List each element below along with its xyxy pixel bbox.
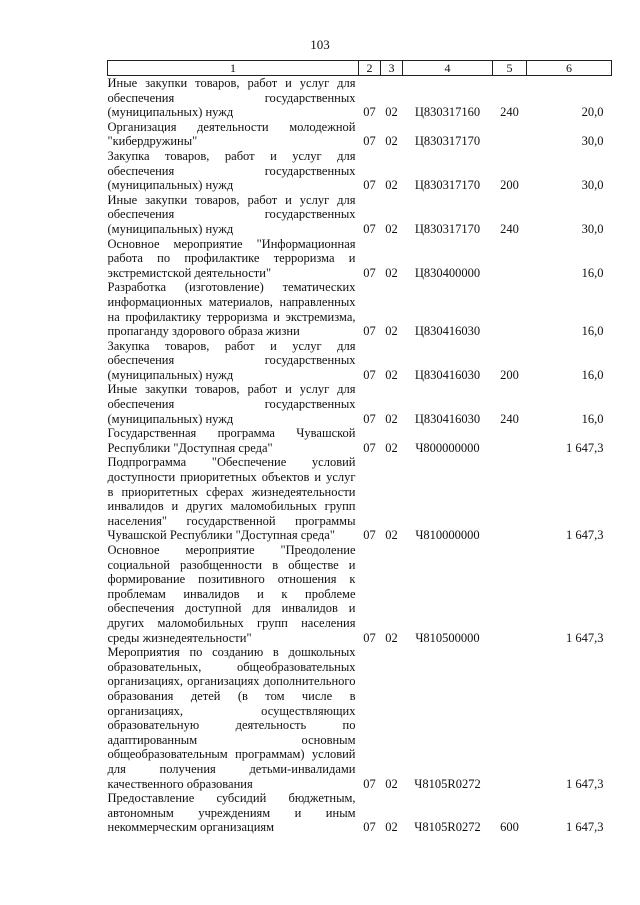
target-article-code: Ц830416030	[414, 324, 481, 339]
expense-type-code	[493, 645, 527, 791]
column-header: 1	[108, 61, 359, 76]
row-description: Закупка товаров, работ и услуг для обеспечения государственных (муниципальных) нужд	[107, 338, 356, 382]
table-row	[108, 237, 612, 281]
subsection-code: 02	[385, 411, 398, 426]
target-article-code: Ч800000000	[415, 440, 480, 455]
section-code: 07	[363, 265, 376, 280]
subsection-code: 02	[385, 820, 398, 835]
row-description: Разработка (изготовление) тематических информационных материалов, направленных на профилактику терроризма и экстремизма, пропаганду здорового образа жизни	[107, 280, 356, 339]
subsection-code: 02	[385, 105, 398, 120]
table-row	[108, 76, 612, 120]
amount-value: 1 647,3	[566, 630, 604, 645]
expense-type-code: 600	[500, 820, 519, 835]
target-article-code: Ч8105R0272	[414, 820, 481, 835]
subsection-code: 02	[385, 134, 398, 149]
target-article-code: Ц830317170	[414, 221, 481, 236]
amount-value: 16,0	[581, 367, 604, 382]
target-article-code: Ч810500000	[415, 630, 480, 645]
amount-value: 1 647,3	[566, 528, 604, 543]
amount-value: 16,0	[581, 411, 604, 426]
column-header: 4	[403, 61, 493, 76]
section-code: 07	[363, 820, 376, 835]
column-header: 3	[381, 61, 403, 76]
table-row	[108, 120, 612, 149]
row-description: Основное мероприятие "Информационная работа по профилактике терроризма и экстремистской деятельности"	[107, 236, 356, 280]
target-article-code: Ц830416030	[414, 411, 481, 426]
row-description: Иные закупки товаров, работ и услуг для обеспечения государственных (муниципальных) нужд	[107, 192, 356, 236]
expense-type-code	[493, 543, 527, 645]
subsection-code: 02	[385, 776, 398, 791]
amount-value: 20,0	[581, 105, 604, 120]
expense-type-code	[493, 237, 527, 281]
amount-value: 30,0	[581, 134, 604, 149]
subsection-code: 02	[385, 324, 398, 339]
section-code: 07	[363, 411, 376, 426]
section-code: 07	[363, 528, 376, 543]
target-article-code: Ц830317170	[414, 178, 481, 193]
table-row	[108, 791, 612, 835]
column-header: 6	[527, 61, 612, 76]
row-description: Мероприятия по созданию в дошкольных образовательных, общеобразовательных организациях, организациях дополнительного образования детей (в том числе в организациях, осуществляющих образовательную деятельность по адаптированным основным общеобразовательным программам) условий для получения детьми-инвалидами качественного образования	[107, 645, 356, 791]
section-code: 07	[363, 324, 376, 339]
table-row	[108, 149, 612, 193]
row-description: Государственная программа Чувашской Республики "Доступная среда"	[107, 426, 356, 455]
expense-type-code: 200	[500, 178, 519, 193]
section-code: 07	[363, 105, 376, 120]
expense-type-code	[493, 455, 527, 543]
subsection-code: 02	[385, 440, 398, 455]
amount-value: 1 647,3	[566, 776, 604, 791]
table-row	[108, 382, 612, 426]
target-article-code: Ц830400000	[414, 265, 481, 280]
section-code: 07	[363, 440, 376, 455]
table-row	[108, 455, 612, 543]
row-description: Основное мероприятие "Преодоление социальной разобщенности в обществе и формирование позитивного отношения к проблемам инвалидов и к проблеме обеспечения доступной для инвалидов и других маломобильных групп населения среды жизнедеятельности"	[107, 543, 356, 645]
amount-value: 16,0	[581, 265, 604, 280]
expense-type-code: 200	[500, 367, 519, 382]
subsection-code: 02	[385, 178, 398, 193]
subsection-code: 02	[385, 528, 398, 543]
section-code: 07	[363, 776, 376, 791]
subsection-code: 02	[385, 367, 398, 382]
expense-type-code	[493, 426, 527, 455]
column-header: 5	[493, 61, 527, 76]
expense-type-code: 240	[500, 105, 519, 120]
target-article-code: Ч810000000	[415, 528, 480, 543]
section-code: 07	[363, 134, 376, 149]
row-description: Закупка товаров, работ и услуг для обеспечения государственных (муниципальных) нужд	[107, 148, 356, 193]
subsection-code: 02	[385, 265, 398, 280]
target-article-code: Ц830317160	[414, 105, 481, 120]
table-row	[108, 339, 612, 383]
row-description: Подпрограмма "Обеспечение условий доступности приоритетных объектов и услуг в приоритетных сферах жизнедеятельности инвалидов и других маломобильных групп населения" государственной программы Чувашской Республики "Доступная среда"	[107, 455, 356, 543]
target-article-code: Ч8105R0272	[414, 776, 481, 791]
table-row	[108, 426, 612, 455]
expense-type-code: 240	[500, 411, 519, 426]
row-description: Организация деятельности молодежной "кибердружины"	[107, 119, 356, 149]
subsection-code: 02	[385, 630, 398, 645]
expense-type-code	[493, 120, 527, 149]
subsection-code: 02	[385, 221, 398, 236]
table-body	[108, 76, 612, 835]
expense-type-code: 240	[500, 221, 519, 236]
column-header: 2	[359, 61, 381, 76]
amount-value: 1 647,3	[566, 440, 604, 455]
budget-table	[107, 60, 612, 835]
amount-value: 16,0	[581, 324, 604, 339]
table-row	[108, 543, 612, 645]
target-article-code: Ц830317170	[414, 134, 481, 149]
row-description: Иные закупки товаров, работ и услуг для обеспечения государственных (муниципальных) нужд	[107, 76, 356, 120]
table-row	[108, 280, 612, 338]
row-description: Предоставление субсидий бюджетным, автономным учреждениям и иным некоммерческим организациям	[107, 791, 356, 835]
row-description: Иные закупки товаров, работ и услуг для обеспечения государственных (муниципальных) нужд	[107, 382, 356, 426]
amount-value: 1 647,3	[566, 820, 604, 835]
amount-value: 30,0	[581, 221, 604, 236]
expense-type-code	[493, 280, 527, 338]
table-row	[108, 645, 612, 791]
section-code: 07	[363, 367, 376, 382]
section-code: 07	[363, 178, 376, 193]
target-article-code: Ц830416030	[414, 367, 481, 382]
table-row	[108, 193, 612, 237]
table-header-row	[108, 61, 612, 76]
section-code: 07	[363, 221, 376, 236]
amount-value: 30,0	[581, 178, 604, 193]
section-code: 07	[363, 630, 376, 645]
page-number: 103	[310, 37, 330, 52]
